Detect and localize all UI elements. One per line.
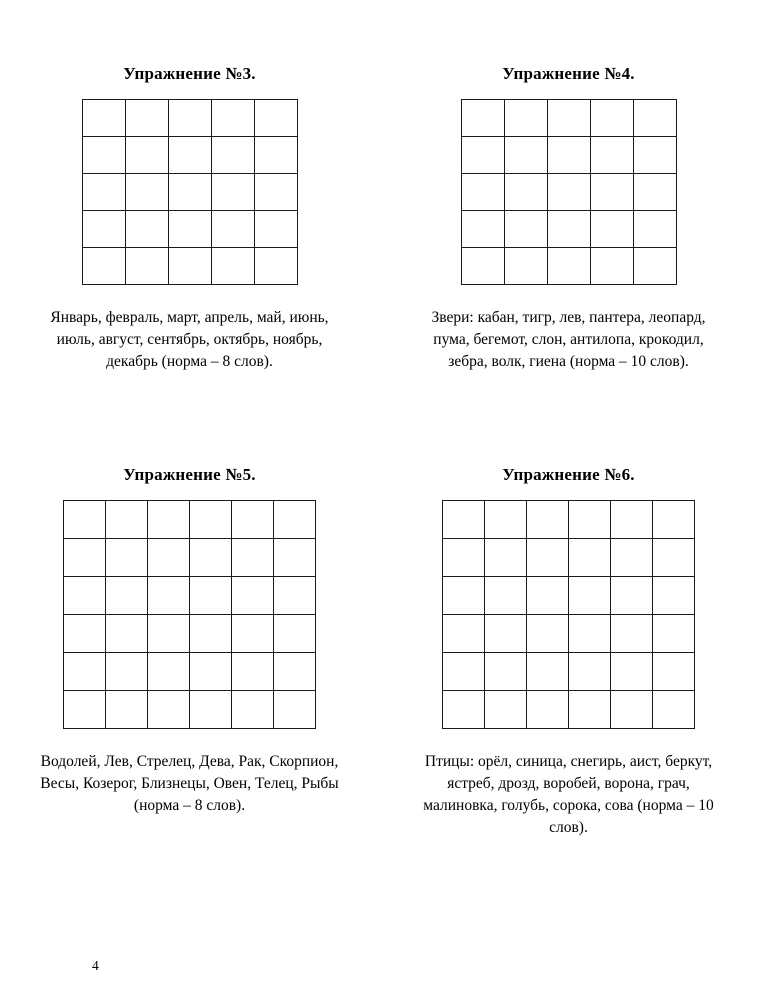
grid-cell[interactable] bbox=[106, 577, 148, 615]
grid-cell[interactable] bbox=[611, 501, 653, 539]
grid-cell[interactable] bbox=[653, 691, 695, 729]
grid-cell[interactable] bbox=[255, 248, 298, 285]
grid-cell[interactable] bbox=[169, 211, 212, 248]
grid-cell[interactable] bbox=[653, 501, 695, 539]
grid-cell[interactable] bbox=[527, 501, 569, 539]
grid-cell[interactable] bbox=[64, 577, 106, 615]
exercise-caption: Водолей, Лев, Стрелец, Дева, Рак, Скорпион, Весы, Козерог, Близнецы, Овен, Телец, Рыбы (норма – 8 слов). bbox=[40, 753, 339, 814]
grid-cell[interactable] bbox=[232, 615, 274, 653]
grid-cell[interactable] bbox=[126, 174, 169, 211]
grid-cell[interactable] bbox=[462, 248, 505, 285]
grid-cell[interactable] bbox=[634, 248, 677, 285]
grid-cell[interactable] bbox=[505, 248, 548, 285]
grid-cell[interactable] bbox=[443, 501, 485, 539]
grid-cell[interactable] bbox=[148, 577, 190, 615]
grid-cell[interactable] bbox=[611, 653, 653, 691]
grid-cell[interactable] bbox=[462, 100, 505, 137]
grid-cell[interactable] bbox=[169, 137, 212, 174]
grid-cell[interactable] bbox=[548, 100, 591, 137]
exercise-block-5 bbox=[0, 373, 379, 839]
grid-cell[interactable] bbox=[232, 653, 274, 691]
grid-cell[interactable] bbox=[591, 211, 634, 248]
exercise-block-6 bbox=[379, 373, 758, 839]
grid-cell[interactable] bbox=[106, 539, 148, 577]
grid-cell[interactable] bbox=[611, 691, 653, 729]
grid-cell[interactable] bbox=[106, 653, 148, 691]
grid-cell[interactable] bbox=[591, 137, 634, 174]
exercise-caption: Январь, февраль, март, апрель, май, июнь, июль, август, сентябрь, октябрь, ноябрь, декабрь (норма – 8 слов). bbox=[50, 309, 329, 370]
grid-cell[interactable] bbox=[505, 174, 548, 211]
grid-cell[interactable] bbox=[64, 539, 106, 577]
grid-cell[interactable] bbox=[443, 577, 485, 615]
grid-cell[interactable] bbox=[569, 501, 611, 539]
exercise-grid bbox=[63, 500, 316, 729]
grid-cell[interactable] bbox=[190, 501, 232, 539]
grid-cell[interactable] bbox=[462, 137, 505, 174]
exercise-block-3 bbox=[0, 0, 379, 373]
grid-cell[interactable] bbox=[505, 211, 548, 248]
grid-cell[interactable] bbox=[462, 211, 505, 248]
grid-cell[interactable] bbox=[126, 211, 169, 248]
grid-cell[interactable] bbox=[485, 577, 527, 615]
grid-cell[interactable] bbox=[634, 100, 677, 137]
grid-cell[interactable] bbox=[83, 100, 126, 137]
grid-cell[interactable] bbox=[527, 691, 569, 729]
grid-cell[interactable] bbox=[591, 248, 634, 285]
grid-cell[interactable] bbox=[569, 539, 611, 577]
grid-cell[interactable] bbox=[653, 653, 695, 691]
grid-cell[interactable] bbox=[255, 174, 298, 211]
grid-cell[interactable] bbox=[148, 501, 190, 539]
grid-cell[interactable] bbox=[64, 615, 106, 653]
grid-cell[interactable] bbox=[274, 577, 316, 615]
exercise-grid bbox=[442, 500, 695, 729]
grid-cell[interactable] bbox=[106, 691, 148, 729]
grid-cell[interactable] bbox=[190, 653, 232, 691]
grid-cell[interactable] bbox=[485, 615, 527, 653]
grid-cell[interactable] bbox=[569, 615, 611, 653]
grid-cell[interactable] bbox=[106, 615, 148, 653]
grid-cell[interactable] bbox=[569, 577, 611, 615]
grid-cell[interactable] bbox=[634, 211, 677, 248]
exercise-title: Упражнение №3. bbox=[123, 64, 256, 83]
exercise-grid bbox=[461, 99, 677, 285]
grid-cell[interactable] bbox=[126, 100, 169, 137]
grid-cell[interactable] bbox=[634, 137, 677, 174]
grid-cell[interactable] bbox=[148, 653, 190, 691]
grid-cell[interactable] bbox=[527, 615, 569, 653]
exercise-caption: Звери: кабан, тигр, лев, пантера, леопард, пума, бегемот, слон, антилопа, крокодил, зебра, волк, гиена (норма – 10 слов). bbox=[431, 309, 706, 370]
grid-cell[interactable] bbox=[274, 653, 316, 691]
grid-cell[interactable] bbox=[274, 615, 316, 653]
grid-cell[interactable] bbox=[212, 137, 255, 174]
grid-cell[interactable] bbox=[485, 501, 527, 539]
grid-cell[interactable] bbox=[274, 501, 316, 539]
grid-cell[interactable] bbox=[126, 248, 169, 285]
grid-cell[interactable] bbox=[148, 539, 190, 577]
grid-cell[interactable] bbox=[83, 137, 126, 174]
grid-cell[interactable] bbox=[653, 539, 695, 577]
grid-cell[interactable] bbox=[611, 539, 653, 577]
exercise-caption: Птицы: орёл, синица, снегирь, аист, беркут, ястреб, дрозд, воробей, ворона, грач, малиновка, голубь, сорока, сова (норма – 10 слов). bbox=[423, 753, 714, 836]
exercise-title: Упражнение №5. bbox=[123, 465, 256, 484]
grid-cell[interactable] bbox=[569, 653, 611, 691]
grid-cell[interactable] bbox=[126, 137, 169, 174]
grid-cell[interactable] bbox=[255, 137, 298, 174]
grid-cell[interactable] bbox=[190, 615, 232, 653]
grid-cell[interactable] bbox=[169, 174, 212, 211]
grid-cell[interactable] bbox=[64, 501, 106, 539]
grid-cell[interactable] bbox=[190, 691, 232, 729]
exercise-grid bbox=[82, 99, 298, 285]
grid-cell[interactable] bbox=[485, 653, 527, 691]
grid-cell[interactable] bbox=[169, 100, 212, 137]
grid-cell[interactable] bbox=[505, 100, 548, 137]
grid-cell[interactable] bbox=[443, 539, 485, 577]
grid-cell[interactable] bbox=[83, 174, 126, 211]
grid-cell[interactable] bbox=[83, 248, 126, 285]
exercise-title: Упражнение №6. bbox=[502, 465, 635, 484]
grid-cell[interactable] bbox=[64, 653, 106, 691]
grid-cell[interactable] bbox=[212, 211, 255, 248]
grid-cell[interactable] bbox=[190, 577, 232, 615]
grid-cell[interactable] bbox=[505, 137, 548, 174]
grid-cell[interactable] bbox=[169, 248, 212, 285]
page-number: 4 bbox=[92, 958, 99, 973]
grid-cell[interactable] bbox=[634, 174, 677, 211]
grid-cell[interactable] bbox=[443, 691, 485, 729]
grid-cell[interactable] bbox=[485, 539, 527, 577]
grid-cell[interactable] bbox=[548, 248, 591, 285]
grid-cell[interactable] bbox=[255, 211, 298, 248]
grid-cell[interactable] bbox=[611, 615, 653, 653]
grid-cell[interactable] bbox=[212, 174, 255, 211]
grid-cell[interactable] bbox=[148, 691, 190, 729]
exercise-title: Упражнение №4. bbox=[502, 64, 635, 83]
grid-cell[interactable] bbox=[548, 174, 591, 211]
grid-cell[interactable] bbox=[443, 653, 485, 691]
grid-cell[interactable] bbox=[443, 615, 485, 653]
grid-cell[interactable] bbox=[232, 577, 274, 615]
grid-cell[interactable] bbox=[212, 100, 255, 137]
grid-cell[interactable] bbox=[255, 100, 298, 137]
grid-cell[interactable] bbox=[591, 174, 634, 211]
grid-cell[interactable] bbox=[148, 615, 190, 653]
grid-cell[interactable] bbox=[591, 100, 634, 137]
grid-cell[interactable] bbox=[527, 577, 569, 615]
grid-cell[interactable] bbox=[653, 615, 695, 653]
grid-cell[interactable] bbox=[190, 539, 232, 577]
grid-cell[interactable] bbox=[64, 691, 106, 729]
grid-cell[interactable] bbox=[232, 691, 274, 729]
exercise-block-4 bbox=[379, 0, 758, 373]
grid-cell[interactable] bbox=[611, 577, 653, 615]
grid-cell[interactable] bbox=[569, 691, 611, 729]
grid-cell[interactable] bbox=[485, 691, 527, 729]
grid-cell[interactable] bbox=[212, 248, 255, 285]
grid-cell[interactable] bbox=[106, 501, 148, 539]
grid-cell[interactable] bbox=[527, 653, 569, 691]
grid-cell[interactable] bbox=[653, 577, 695, 615]
grid-cell[interactable] bbox=[527, 539, 569, 577]
grid-cell[interactable] bbox=[232, 501, 274, 539]
grid-cell[interactable] bbox=[232, 539, 274, 577]
grid-cell[interactable] bbox=[274, 691, 316, 729]
grid-cell[interactable] bbox=[462, 174, 505, 211]
grid-cell[interactable] bbox=[274, 539, 316, 577]
grid-cell[interactable] bbox=[83, 211, 126, 248]
grid-cell[interactable] bbox=[548, 137, 591, 174]
grid-cell[interactable] bbox=[548, 211, 591, 248]
